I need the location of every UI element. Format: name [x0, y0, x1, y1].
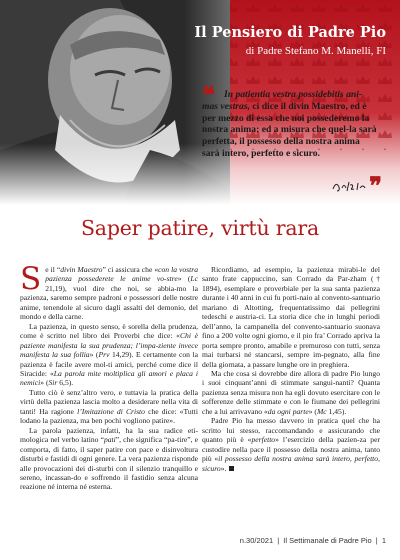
column-author: di Padre Stefano M. Manelli, FI	[245, 45, 386, 57]
text-run: Tutto ciò è senz’altro vero, e tuttavia la pratica della virtù della pazienza lascia molto a desiderare nella vita di tanti! Ha ragione	[20, 387, 198, 416]
magazine-name: Il Settimanale di Padre Pio	[283, 536, 372, 545]
italic-text: Chi è paziente manifesta la sua prudenza; l’impa-ziente invece manifesta la sua follia	[20, 331, 198, 360]
text-run: 21,19), vuol dire che noi, se abbia-mo la pazienza, saremo sempre padroni e possessori delle nostre anime, tenendole al sicuro dagli assalti del demonio, del mondo e della carne.	[20, 283, 198, 322]
issue-number: n.30/2021	[239, 536, 274, 545]
text-run: che dice: «Tutti lodano la pazienza, ma ben pochi vogliono patire».	[20, 406, 198, 426]
text-run: » l’esercizio della pazien-za per custodire nella pace il possesso della nostra anima, tanto più «	[202, 435, 380, 464]
drop-cap: S	[20, 261, 42, 297]
right-column-body	[202, 265, 380, 473]
text-run: ” ci assicura che «	[102, 265, 159, 274]
text-run: 14,29). E certamente con la pazienza è facile avere mol-ti amici, perché come dice il Siracide: «	[20, 350, 198, 378]
open-quote-icon: ❝	[202, 80, 215, 109]
column-title: Il Pensiero di Padre Pio	[194, 24, 386, 41]
paragraph	[20, 388, 198, 426]
text-run: Ma che cosa si dovrebbe dire allora di padre Pio lungo i suoi cinquant’anni di stimmate sangui-nanti? Quanta pazienza senza misura non ha egli dovuto esercitare con le sofferenze delle stimmate e con le fiumane dei pellegrini che a lui arrivavano «	[202, 368, 380, 416]
text-run: 1,45).	[326, 406, 347, 416]
italic-text: La parola mite moltiplica gli amori e placa i nemici	[20, 368, 199, 388]
text-run: 6,5).	[57, 378, 74, 388]
italic-text: perfetto	[251, 435, 276, 445]
text-run: ”, che significa “pa-tire”, e comporta, di fatto, il saper patire con pace e disinvoltura disturbi e fastidi di ogni genere. La vera pazienza risponde alle provocazioni dei di-sturbi con il silenzio tranquillo e sereno, incassan-do e soffrendo il fastidio senza alcuna reazione né interna né esterna.	[20, 435, 198, 492]
left-column-body	[20, 261, 199, 492]
article-title: Saper patire, virtù rara	[80, 216, 320, 240]
text-run: » (	[40, 378, 49, 388]
italic-text: Lc	[190, 274, 198, 284]
end-of-article-icon	[229, 466, 234, 471]
text-run: e il “	[45, 265, 61, 274]
paragraph	[202, 265, 380, 369]
paragraph	[202, 369, 380, 416]
text-run: ».	[220, 463, 227, 473]
text-run: La parola pazienza, infatti, ha la sua radice eti-mologica nel verbo latino “	[20, 425, 198, 445]
italic-text: con la vostra pazienza possederete le anime vo-stre	[45, 265, 198, 284]
pull-quote-body: ci dice il divin Maestro, ed è per mezzo di essa che noi possederemo la nostra anima; ed a misura che quel-la sarà perfetta, il possesso della nostra anima sarà intero, perfetto e sicuro.	[202, 100, 377, 159]
footer-separator: |	[277, 536, 280, 545]
article-column-right	[202, 265, 380, 473]
paragraph	[20, 426, 198, 492]
footer-separator: |	[375, 536, 378, 545]
pull-quote-text	[202, 89, 378, 160]
text-run: » (	[308, 406, 317, 416]
text-run: » (	[177, 274, 191, 284]
pull-quote-lead: In patientia vestra possidebitis ani-mas vestras,	[202, 89, 363, 112]
italic-text: il possesso della nostra anima sarà intero, perfetto, sicuro	[202, 454, 380, 473]
italic-text: divin Maestro	[60, 265, 103, 274]
text-run: Ricordiamo, ad esempio, la pazienza mirabi-le del santo frate cappuccino, san Corrado da Par-zham († 1894), esemplare e proverbiale per la sua santa pazienza durante i 40 anni in cui fu porti-naio al convento-santuario mariano di Altotting, frequentatissimo dai pellegrini tedeschi e austria-ci. La storia dice che in lunghi periodi dell’anno, la campanella del convento-santuario suonava fino a 200 volte ogni giorno, e il pio fra’ Corrado apriva la porta sempre pronto, amabile e premuroso con tutti, senza mai turbarsi né stancarsi, sempre im-pegnato, alla fine della giornata, a passare lunghe ore in preghiera.	[202, 265, 380, 369]
paragraph	[20, 261, 198, 322]
italic-text: Prv	[98, 350, 110, 360]
page-footer	[238, 536, 386, 545]
paragraph	[202, 416, 380, 473]
text-run: Padre Pio ha messo davvero in pratica quel che ha scritto lui stesso, raccomandando e assicurando che quanto più è «	[202, 416, 380, 445]
text-run: La pazienza, in questo senso, è sorella della prudenza, come è scritto nel libro dei Proverbi che dice: «	[20, 321, 198, 341]
paragraph	[20, 322, 198, 388]
italic-text: da ogni parte	[267, 406, 309, 416]
page-number: 1	[381, 536, 386, 545]
italic-text: Sir	[48, 378, 58, 388]
italic-text: Mc	[316, 406, 327, 416]
signature-icon	[330, 179, 370, 193]
close-quote-icon: ❞	[369, 171, 382, 200]
italic-text: l’Imitazione di Cristo	[77, 406, 145, 416]
text-run: » (	[89, 350, 99, 360]
article-column-left	[20, 261, 199, 492]
italic-text: pati	[103, 435, 116, 445]
